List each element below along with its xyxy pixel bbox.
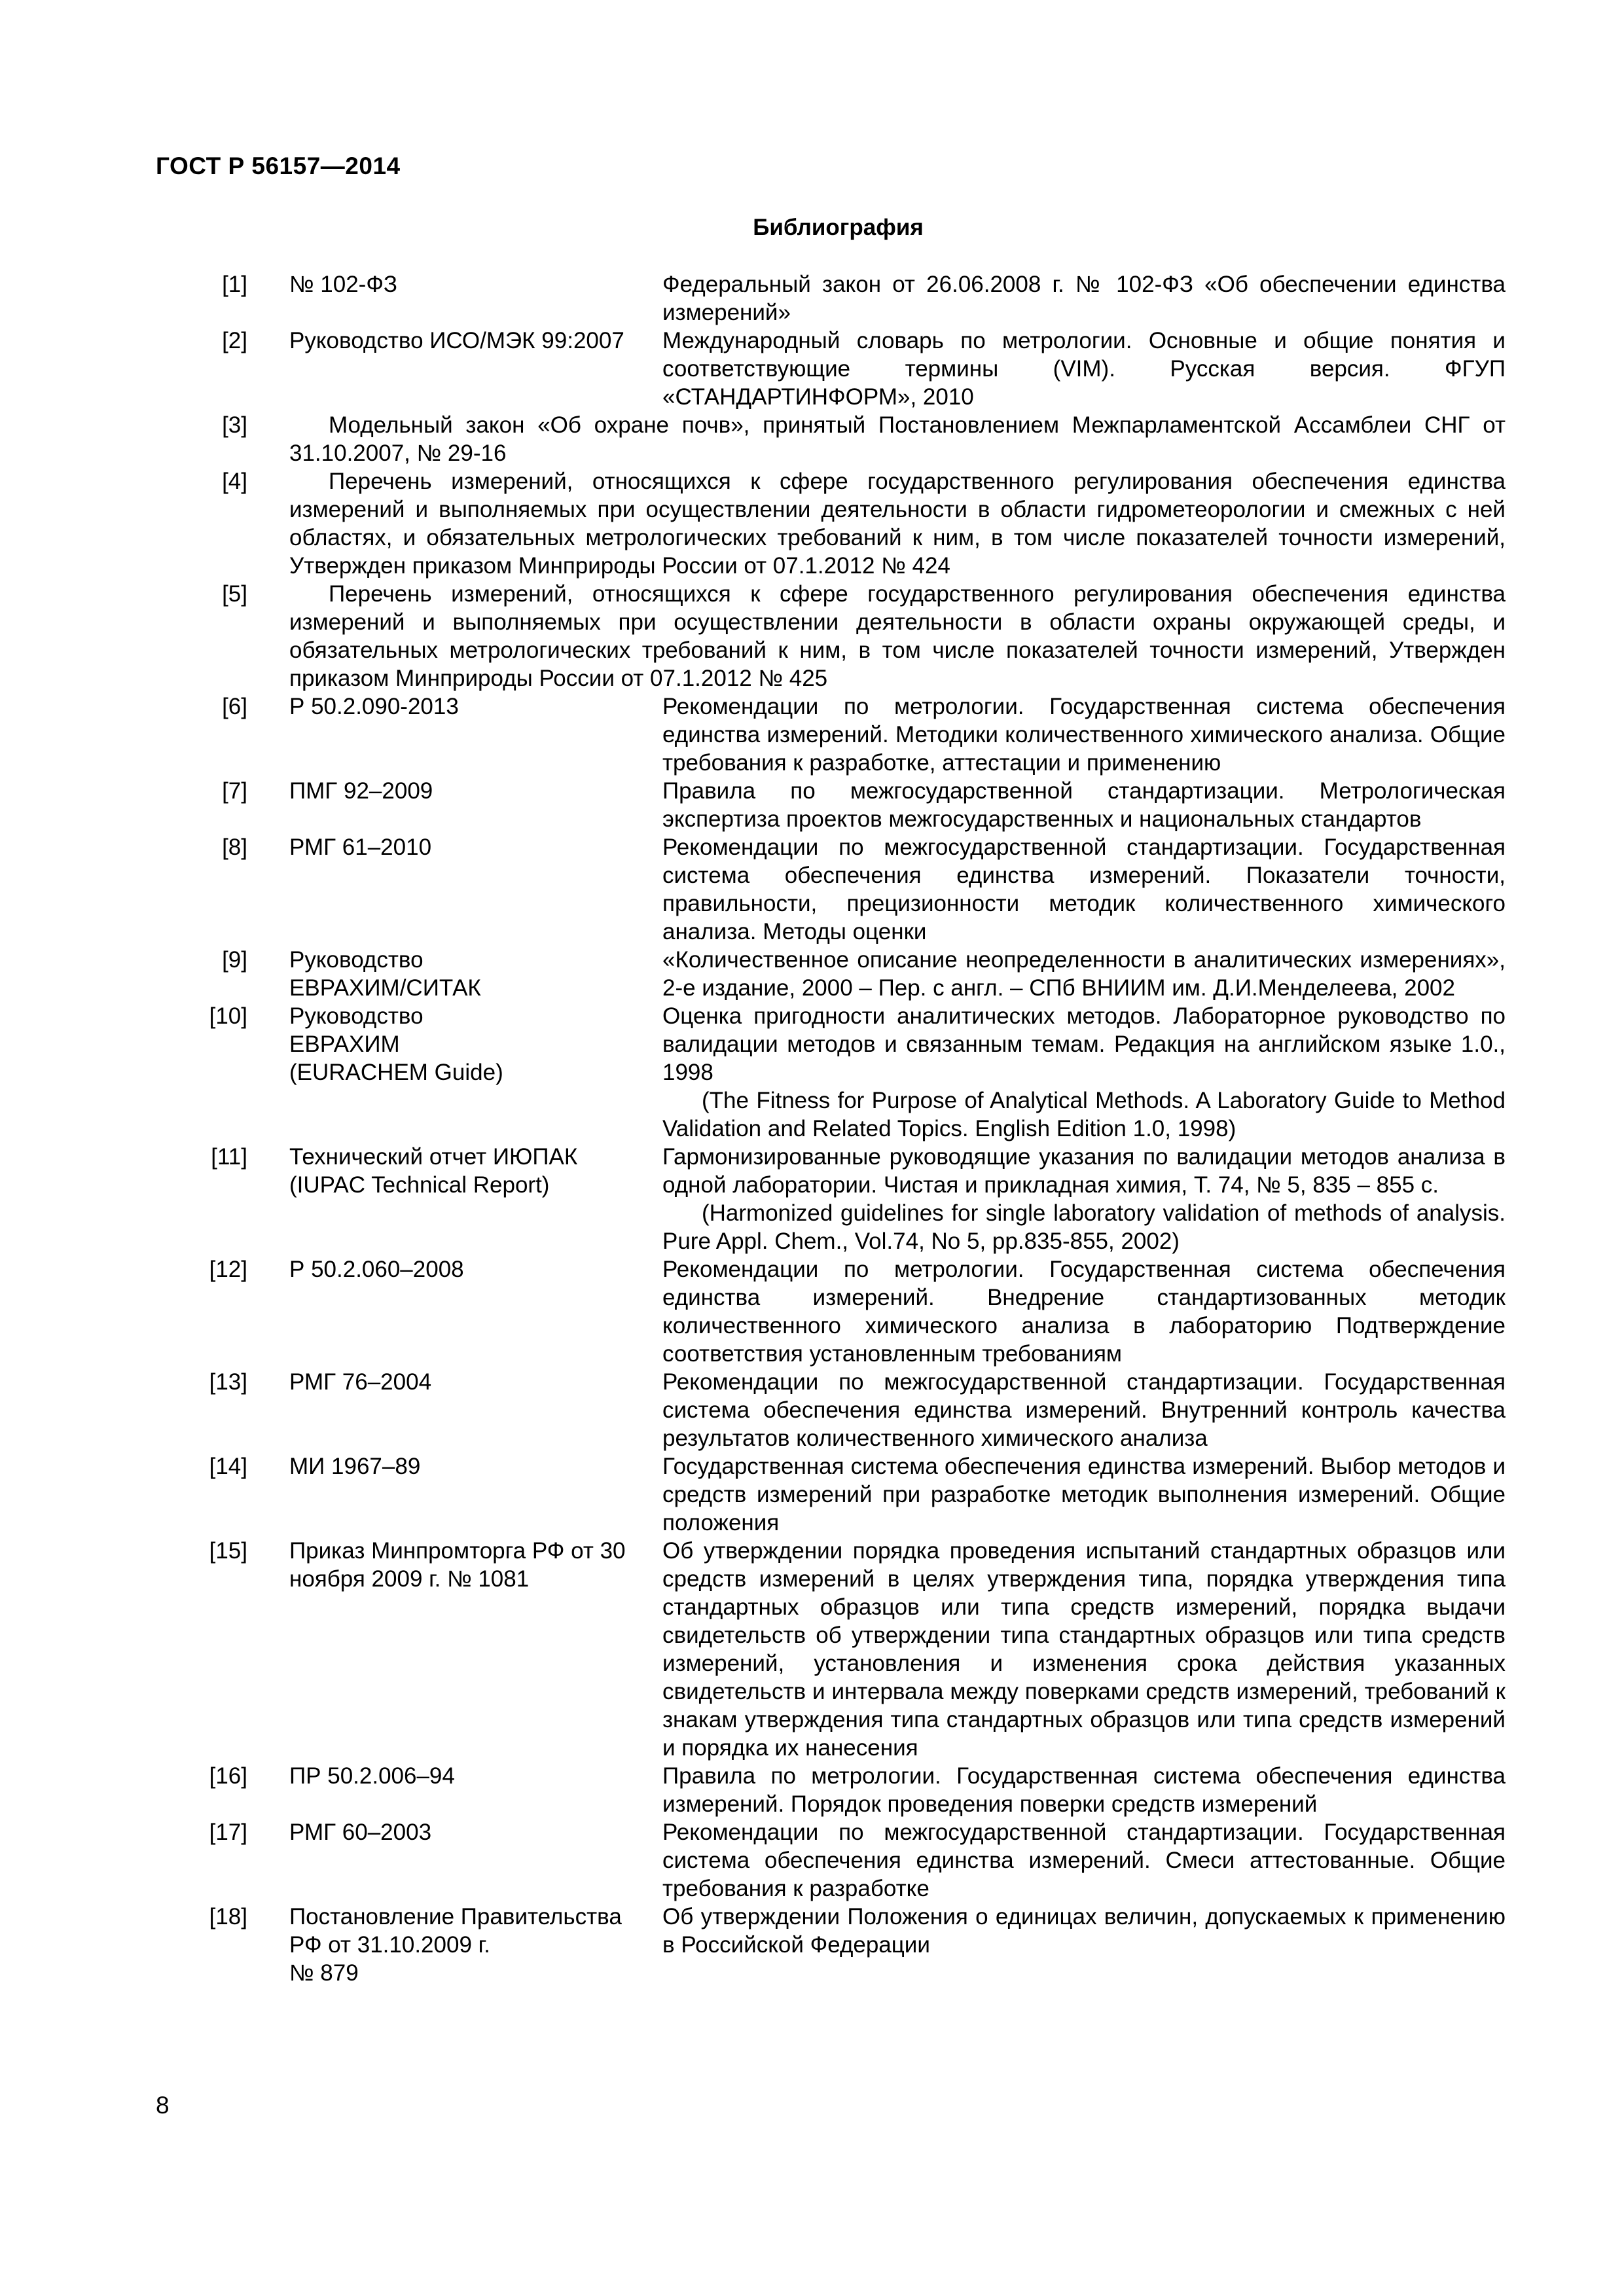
bib-entry-description-text: Рекомендации по межгосударственной стандартизации. Государственная система обеспечения единства измерений. Показатели точности, правильности, прецизионности методик количественного химического анализа. Методы оценки [662,834,1506,944]
bib-entry-reference-line: Постановление Правительства [289,1904,622,1929]
bib-entry-number: [12] [209,1257,247,1282]
bib-entry-reference-line: № 879 [289,1960,359,1986]
bib-entry-number: [4] [222,469,247,494]
bib-entry-number: [8] [222,834,247,860]
bib-entry-reference [289,946,653,1002]
bib-entry [196,1143,1506,1255]
bib-entry-reference [289,1143,653,1199]
bib-entry-description-text: Международный словарь по метрологии. Основные и общие понятия и соответствующие термины (VIM). Русская версия. ФГУП «СТАНДАРТИНФОРМ», 2010 [662,328,1506,410]
bib-entry-description [662,327,1506,411]
bib-entry [196,580,1506,692]
bib-entry-number: [2] [222,328,247,353]
bib-entry [196,1002,1506,1143]
bib-entry-description [662,270,1506,327]
bib-entry-description [662,1143,1506,1255]
bib-entry-reference-line: ЕВРАХИМ/СИТАК [289,975,481,1001]
bib-entry-description [662,1537,1506,1762]
bib-entry-reference: РМГ 76–2004 [289,1369,432,1395]
bib-entry [196,327,1506,411]
bib-entry [196,467,1506,580]
bib-entry-description-text: Правила по метрологии. Государственная система обеспечения единства измерений. Порядок проведения поверки средств измерений [662,1763,1506,1817]
bib-entry-description-original: (The Fitness for Purpose of Analytical Methods. A Laboratory Guide to Method Validation and Related Topics. English Edition 1.0, 1998) [662,1088,1506,1141]
bib-entry-number: [6] [222,694,247,719]
bib-entry-text: Модельный закон «Об охране почв», принятый Постановлением Межпарламентской Ассамблеи СНГ от 31.10.2007, № 29-16 [289,412,1506,466]
bib-entry-reference: ПМГ 92–2009 [289,778,433,804]
bib-entry-number: [5] [222,581,247,607]
bib-entry-description-text: Рекомендации по межгосударственной стандартизации. Государственная система обеспечения единства измерений. Смеси аттестованные. Общие требования к разработке [662,1820,1506,1901]
bib-entry-number: [10] [209,1003,247,1029]
bib-entry-description [662,1255,1506,1368]
bib-entry [196,1368,1506,1452]
bib-entry-reference: Руководство ИСО/МЭК 99:2007 [289,328,624,353]
bib-entry-number: [9] [222,947,247,973]
bib-entry-number: [16] [209,1763,247,1789]
bib-entry-description [662,692,1506,777]
bib-entry-number: [15] [209,1538,247,1564]
bib-entry-number: [11] [211,1144,247,1170]
bib-entry-description-text: Об утверждении Положения о единицах величин, допускаемых к применению в Российской Федерации [662,1904,1506,1958]
bib-entry [196,1452,1506,1537]
bib-entry-description [662,1762,1506,1818]
bib-entry-description-text: Рекомендации по межгосударственной стандартизации. Государственная система обеспечения единства измерений. Внутренний контроль качества результатов количественного химического анализа [662,1369,1506,1451]
bib-entry-reference: РМГ 61–2010 [289,834,432,860]
bib-entry-description [662,833,1506,946]
bib-entry-description [662,946,1506,1002]
document-header: ГОСТ Р 56157—2014 [156,152,401,179]
bib-entry-text: Перечень измерений, относящихся к сфере государственного регулирования обеспечения единства измерений и выполняемых при осуществлении деятельности в области охраны окружающей среды, и обязательных метрологических требований к ним, в том числе показателей точности измерений, Утвержден приказом Минприроды России от 07.1.2012 № 425 [289,581,1506,691]
bib-entry-description [662,777,1506,833]
bib-entry-description [662,1903,1506,1959]
bib-entry-reference-line: Технический отчет ИЮПАК [289,1144,578,1170]
bib-entry-number: [17] [209,1820,247,1845]
bib-entry-number: [1] [222,272,247,297]
bib-entry [196,1903,1506,1987]
bib-entry [196,692,1506,777]
bib-entry-description-original: (Harmonized guidelines for single laboratory validation of methods of analysis. Pure Appl. Chem., Vol.74, No 5, pp.835-855, 2002) [662,1200,1506,1254]
bib-entry-description-text: Рекомендации по метрологии. Государственная система обеспечения единства измерений. Методики количественного химического анализа. Общие требования к разработке, аттестации и применению [662,694,1506,776]
bib-entry [196,1818,1506,1903]
bib-entry [196,833,1506,946]
bib-entry-description-text: Правила по межгосударственной стандартизации. Метрологическая экспертиза проектов межгосударственных и национальных стандартов [662,778,1506,832]
bib-entry-reference: РМГ 60–2003 [289,1820,432,1845]
bib-entry [196,1537,1506,1762]
bib-entry [196,411,1506,467]
bib-entry-reference-line: Руководство [289,1003,424,1029]
bib-entry-description-text: Государственная система обеспечения единства измерений. Выбор методов и средств измерений при разработке методик выполнения измерений. Общие положения [662,1454,1506,1535]
bib-entry-description [662,1452,1506,1537]
bib-entry-description [662,1368,1506,1452]
bib-entry-reference: МИ 1967–89 [289,1454,421,1479]
bib-entry-description-text: Об утверждении порядка проведения испытаний стандартных образцов или средств измерений в целях утверждения типа, порядка утверждения типа стандартных образцов или типа средств измерений, порядка выдачи свидетельств об утверждении типа стандартных образцов или типа средств измерений, установления и изменения срока действия указанных свидетельств и интервала между поверками средств измерений, требований к знакам утверждения типа стандартных образцов или типа средств измерений и порядка их нанесения [662,1538,1506,1761]
bib-entry-description-text: Гармонизированные руководящие указания по валидации методов анализа в одной лаборатории. Чистая и прикладная химия, Т. 74, № 5, 835 – 855 с. [662,1144,1506,1198]
bib-entry-description-text: «Количественное описание неопределенности в аналитических измерениях», 2-е издание, 2000 – Пер. с англ. – СПб ВНИИМ им. Д.И.Менделеева, 2002 [662,947,1506,1001]
bib-entry-description-text: Федеральный закон от 26.06.2008 г. № 102-ФЗ «Об обеспечении единства измерений» [662,272,1506,325]
bib-entry-number: [18] [209,1904,247,1929]
bib-entry-reference-line: (EURACHEM Guide) [289,1060,503,1085]
bib-entry-reference: Р 50.2.060–2008 [289,1257,464,1282]
bib-entry-reference-line: ЕВРАХИМ [289,1031,400,1057]
bib-entry-reference: Приказ Минпромторга РФ от 30 ноября 2009 г. № 1081 [289,1538,626,1592]
bib-entry [196,1255,1506,1368]
section-title: Библиография [753,215,924,240]
bib-entry-reference: Р 50.2.090-2013 [289,694,459,719]
page-number: 8 [156,2092,170,2119]
bib-entry [196,946,1506,1002]
bibliography-list [196,270,1506,1987]
bib-entry [196,270,1506,327]
bib-entry-number: [13] [209,1369,247,1395]
bib-entry-reference: ПР 50.2.006–94 [289,1763,455,1789]
bib-entry-description [662,1002,1506,1143]
bib-entry-number: [3] [222,412,247,438]
bib-entry-reference: № 102-ФЗ [289,272,398,297]
bib-entry-reference [289,1002,653,1086]
bib-entry [196,1762,1506,1818]
bib-entry [196,777,1506,833]
bib-entry-reference-line: (IUPAC Technical Report) [289,1172,550,1198]
bib-entry-description-text: Оценка пригодности аналитических методов. Лабораторное руководство по валидации методов и связанным темам. Редакция на английском языке 1.0., 1998 [662,1003,1506,1085]
bib-entry-reference-line: РФ от 31.10.2009 г. [289,1932,490,1958]
bib-entry-text: Перечень измерений, относящихся к сфере государственного регулирования обеспечения единства измерений и выполняемых при осуществлении деятельности в области гидрометеорологии и смежных с ней областях, и обязательных метрологических требований к ним, в том числе показателей точности измерений, Утвержден приказом Минприроды России от 07.1.2012 № 424 [289,469,1506,579]
bib-entry-number: [7] [222,778,247,804]
bib-entry-description [662,1818,1506,1903]
bib-entry-description-text: Рекомендации по метрологии. Государственная система обеспечения единства измерений. Внедрение стандартизованных методик количественного химического анализа в лабораторию Подтверждение соответствия установленным требованиям [662,1257,1506,1367]
bib-entry-reference-line: Руководство [289,947,424,973]
bib-entry-reference [289,1903,653,1987]
bib-entry-number: [14] [209,1454,247,1479]
